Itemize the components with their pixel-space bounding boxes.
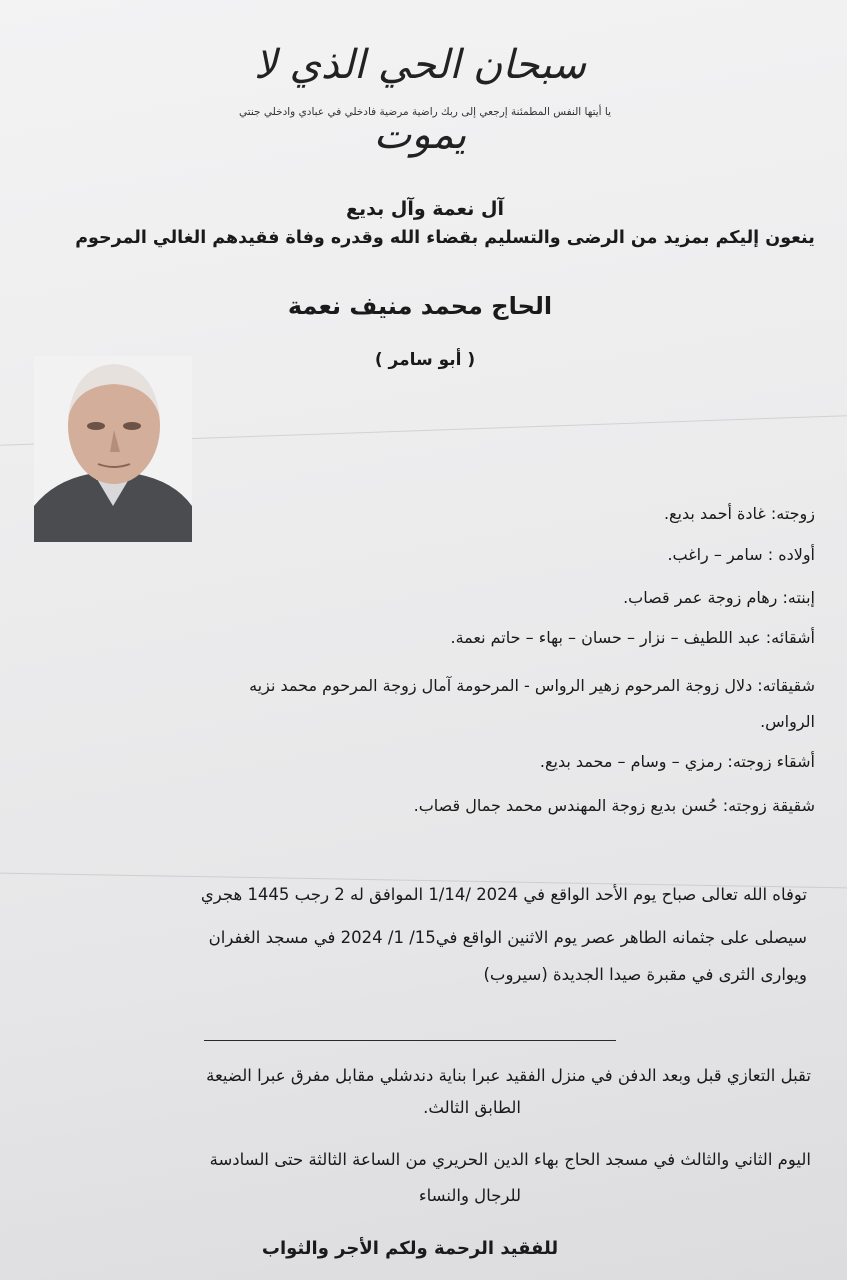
header-calligraphy: سبحان الحي الذي لا يموت [254, 42, 586, 158]
condolence-audience: للرجال والنساء [418, 1186, 521, 1205]
relative-wife: زوجته: غادة أحمد بديع. [663, 504, 815, 523]
condolence-days: اليوم الثاني والثالث في مسجد الحاج بهاء الدين الحريري من الساعة الثالثة حتى السادسة [209, 1150, 811, 1169]
deceased-photo [34, 356, 192, 542]
condolence-floor: الطابق الثالث. [423, 1098, 521, 1117]
relative-sisters: شقيقاته: دلال زوجة المرحوم زهير الرواس - المرحومة آمال زوجة المرحوم محمد نزيه [249, 676, 815, 695]
relative-wife-sister: شقيقة زوجته: حُسن بديع زوجة المهندس محمد جمال قصاب. [413, 796, 815, 815]
closing-line: للفقيد الرحمة ولكم الأجر والثواب [261, 1238, 559, 1259]
death-notice: توفاه الله تعالى صباح يوم الأحد الواقع في 2024 /1/14 الموافق له 2 رجب 1445 هجري [200, 885, 807, 904]
announcement-intro: ينعون إليكم بمزيد من الرضى والتسليم بقضاء الله وقدره وفاة فقيدهم الغالي المرحوم [75, 228, 815, 248]
condolence-location: تقبل التعازي قبل وبعد الدفن في منزل الفقيد عبرا بناية دندشلي مقابل مفرق عبرا الضيعة [206, 1066, 811, 1085]
relative-sisters-continued: الرواس. [760, 712, 815, 731]
quran-verse: يا أيتها النفس المطمئنة إرجعي إلى ربك راضية مرضية فادخلي في عبادي وادخلي جنتي [238, 106, 612, 118]
relative-sons: أولاده : سامر – راغب. [667, 545, 815, 564]
section-divider [204, 1040, 616, 1041]
burial-notice: ويوارى الثرى في مقبرة صيدا الجديدة (سيروب) [483, 965, 807, 984]
deceased-name: الحاج محمد منيف نعمة [287, 292, 553, 320]
prayer-notice: سيصلى على جثمانه الطاهر عصر يوم الاثنين الواقع في15/ 1/ 2024 في مسجد الغفران [208, 928, 807, 947]
relative-wife-brothers: أشقاء زوجته: رمزي – وسام – محمد بديع. [539, 752, 815, 771]
families-heading: آل نعمة وآل بديع [346, 198, 504, 220]
deceased-nickname: ( أبو سامر ) [374, 350, 476, 370]
relative-brothers: أشقائه: عبد اللطيف – نزار – حسان – بهاء – حاتم نعمة. [450, 628, 815, 647]
relative-daughter: إبنته: رهام زوجة عمر قصاب. [623, 588, 815, 607]
